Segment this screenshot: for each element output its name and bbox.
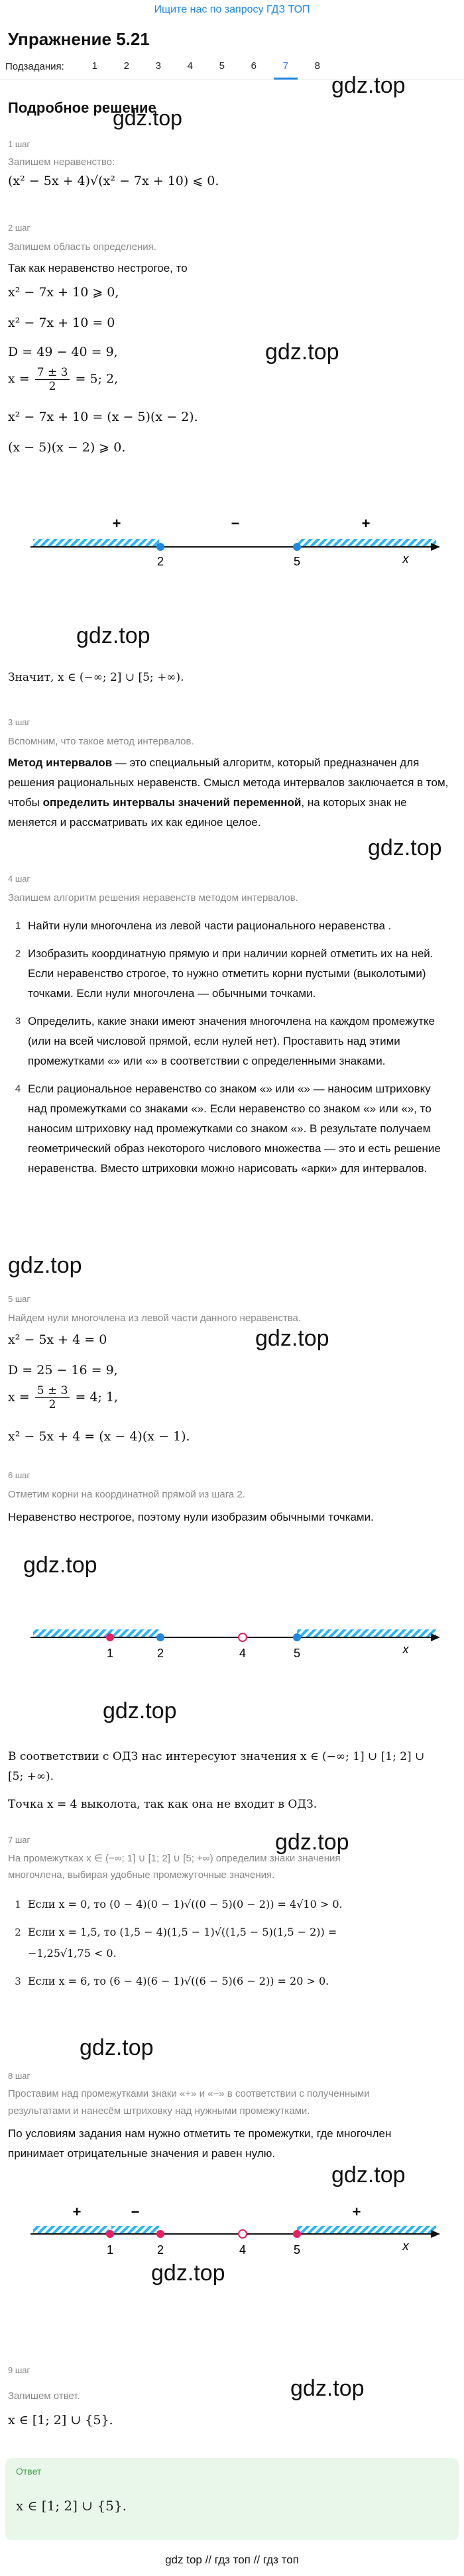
- step-8-label: 8 шаг: [8, 2071, 30, 2081]
- fraction-numerator: 7 ± 3: [35, 366, 70, 380]
- step-5-math-4: x² − 5x + 4 = (x − 4)(x − 1).: [8, 1429, 190, 1444]
- list-text: Если x = 1,5, то (1,5 − 4)(1,5 − 1)√((1,5 − 5)(1,5 − 2)) =: [28, 1926, 337, 1938]
- list-item: [8, 1895, 452, 1914]
- list-text: Найти нули многочлена из левой части рационального неравенства .: [28, 919, 392, 932]
- list-index: 2: [15, 1926, 21, 1938]
- point-label: 2: [156, 555, 164, 568]
- sign-plus: +: [112, 515, 121, 532]
- point-label: 5: [293, 2243, 301, 2256]
- footer-watermark: gdz top // гдз топ // гдз топ: [165, 2553, 299, 2566]
- watermark: gdz.top: [113, 106, 182, 130]
- step-2-math-2: x² − 7x + 10 = 0: [8, 316, 115, 330]
- step-4-label: 4 шаг: [8, 874, 30, 884]
- substeps-label: Подзадания:: [5, 60, 64, 72]
- answer-box: [5, 2458, 459, 2540]
- list-item: [8, 1012, 452, 1071]
- substep-8[interactable]: 8: [314, 60, 320, 72]
- watermark: gdz.top: [368, 835, 442, 860]
- substep-3[interactable]: 3: [155, 60, 161, 72]
- hatched-interval: [33, 1629, 159, 1637]
- list-index-spacer: [8, 1944, 28, 1963]
- step-2-hint: Запишем область определения.: [8, 241, 156, 253]
- sign-plus: +: [72, 2203, 82, 2220]
- axis-label: x: [402, 552, 409, 565]
- step-9-math: x ∈ [1; 2] ∪ {5}.: [8, 2413, 113, 2428]
- number-line-1: [0, 481, 464, 587]
- hatched-interval: [297, 2226, 436, 2234]
- section-title: Подробное решение: [8, 99, 156, 116]
- term-bold: определить интервалы значений переменной: [42, 796, 302, 809]
- step-1-hint: Запишем неравенство:: [8, 156, 115, 168]
- step-2-math-3: D = 49 − 40 = 9,: [8, 345, 118, 359]
- step-7-hint-1: На промежутках x ∈ (−∞; 1] ∪ [1; 2] ∪ [5; +∞) определим знаки значения: [8, 1853, 341, 1864]
- substep-6[interactable]: 6: [251, 60, 257, 72]
- step-8-hint-2: результатами и нанесём штриховку над нужными промежутками.: [8, 2105, 310, 2117]
- hatched-interval: [33, 2226, 109, 2234]
- fraction-numerator: 5 ± 3: [35, 1384, 70, 1398]
- fraction-denominator: 2: [48, 380, 56, 393]
- top-banner[interactable]: Ищите нас по запросу ГДЗ ТОП: [154, 4, 310, 15]
- point-label: 5: [293, 555, 301, 568]
- number-line-3: [0, 2188, 464, 2280]
- hatched-interval: [33, 539, 159, 547]
- step-2-math-6: (x − 5)(x − 2) ⩾ 0.: [8, 440, 126, 455]
- step-6-text: Неравенство нестрогое, поэтому нули изобразим обычными точками.: [8, 1511, 374, 1523]
- step-7-hint-2: многочлена, выбирая удобные промежуточные значения.: [8, 1869, 275, 1881]
- step-6-after-1: В соответствии с ОДЗ нас интересуют значения x ∈ (−∞; 1] ∪ [1; 2] ∪: [8, 1750, 425, 1763]
- list-text: Определить, какие знаки имеют значения многочлена на каждом промежутке (или на всей числовой прямой, если нулей нет). Проставить над этими промежутками «» или «» в соответствии с определенными знаками.: [28, 1015, 435, 1067]
- step-2-math-4-post: = 5; 2,: [75, 371, 119, 386]
- list-item: [8, 1079, 452, 1179]
- substep-5[interactable]: 5: [219, 60, 225, 72]
- open-point: [239, 1633, 247, 1641]
- step-6-label: 6 шаг: [8, 1470, 30, 1480]
- watermark: gdz.top: [23, 1552, 97, 1578]
- point-label: 2: [156, 1647, 164, 1660]
- sign-plus: +: [361, 515, 371, 532]
- point-label: 2: [156, 2243, 164, 2256]
- closed-point: [293, 543, 301, 551]
- open-point: [239, 2230, 247, 2238]
- step-6-after-2: [5; +∞).: [8, 1770, 54, 1783]
- list-text: Если x = 0, то (0 − 4)(0 − 1)√((0 − 5)(0 − 2)) = 4√10 > 0.: [28, 1898, 343, 1910]
- step-6-hint: Отметим корни на координатной прямой из шага 2.: [8, 1489, 245, 1500]
- hatched-interval: [297, 539, 436, 547]
- axis-label: x: [402, 2239, 409, 2253]
- step-2-math-4: [8, 366, 118, 393]
- step-3-text: [8, 753, 452, 833]
- step-1-label: 1 шаг: [8, 139, 30, 149]
- list-item-continuation: [8, 1944, 452, 1963]
- term-bold: Метод интервалов: [8, 756, 113, 769]
- step-9-label: 9 шаг: [8, 2365, 30, 2375]
- list-item: [8, 944, 452, 1004]
- step-2-math-4-pre: x =: [8, 371, 30, 386]
- closed-point: [293, 2230, 301, 2238]
- fraction-denominator: 2: [48, 1398, 56, 1411]
- closed-point: [156, 2230, 164, 2238]
- axis-label: x: [402, 1643, 409, 1656]
- step-8-text-2: принимает отрицательные значения и равен нулю.: [8, 2147, 276, 2160]
- step-2-text: Так как неравенство нестрогое, то: [8, 262, 188, 274]
- answer-label: Ответ: [16, 2466, 42, 2477]
- list-item: [8, 916, 452, 936]
- step-2-fraction: [35, 366, 70, 393]
- point-label: 1: [106, 2243, 114, 2256]
- step-5-math-1: x² − 5x + 4 = 0: [8, 1332, 107, 1347]
- number-line-2: [0, 1598, 464, 1684]
- step-7-label: 7 шаг: [8, 1835, 30, 1845]
- sign-check-list: [8, 1895, 452, 1999]
- hatched-interval: [297, 1629, 436, 1637]
- point-label: 5: [293, 1647, 301, 1660]
- point-label: 1: [106, 1647, 114, 1660]
- step-3-hint: Вспомним, что такое метод интервалов.: [8, 736, 194, 747]
- watermark: gdz.top: [76, 623, 150, 648]
- step-4-hint: Запишем алгоритм решения неравенств методом интервалов.: [8, 892, 298, 904]
- list-index: 1: [15, 1899, 21, 1910]
- substep-4[interactable]: 4: [187, 60, 193, 72]
- list-text: Если рациональное неравенство со знаком «» или «» — наносим штриховку над промежутками со знаками «». Если неравенство со знаком «» или «», то наносим штриховку над промежутками со знаком «». В результате получаем геометрический образ некоторого числового множества — это и есть решение неравенства. Вместо штриховки можно нарисовать «арки» для интервалов.: [28, 1083, 441, 1175]
- step-2-label: 2 шаг: [8, 223, 30, 233]
- watermark: gdz.top: [265, 339, 339, 365]
- watermark: gdz.top: [331, 2162, 406, 2188]
- point-label: 4: [239, 1647, 247, 1660]
- list-index: 3: [15, 1016, 21, 1027]
- watermark: gdz.top: [151, 2260, 225, 2286]
- page-title: Упражнение 5.21: [8, 29, 150, 49]
- answer-math: x ∈ [1; 2] ∪ {5}.: [16, 2498, 127, 2514]
- algorithm-list: [8, 916, 452, 1187]
- list-index: 3: [15, 1975, 21, 1987]
- step-8-text-1: По условиям задания нам нужно отметить те промежутки, где многочлен: [8, 2127, 392, 2140]
- closed-point: [106, 2230, 114, 2238]
- step-9-hint: Запишем ответ.: [8, 2390, 80, 2402]
- step-5-math-3-post: = 4; 1,: [75, 1389, 119, 1405]
- step-1-math: (x² − 5x + 4)√(x² − 7x + 10) ⩽ 0.: [8, 174, 219, 188]
- watermark: gdz.top: [8, 1253, 82, 1278]
- step-5-math-2: D = 25 − 16 = 9,: [8, 1363, 118, 1377]
- watermark: gdz.top: [255, 1326, 329, 1351]
- step-5-label: 5 шаг: [8, 1294, 30, 1304]
- list-item: [8, 1971, 452, 1991]
- step-6-after-3: Точка x = 4 выколота, так как она не входит в ОДЗ.: [8, 1798, 318, 1811]
- step-5-hint: Найдем нули многочлена из левой части данного неравенства.: [8, 1313, 302, 1324]
- step-3-label: 3 шаг: [8, 717, 30, 727]
- list-index: 1: [15, 920, 21, 931]
- list-text: Если x = 6, то (6 − 4)(6 − 1)√((6 − 5)(6 − 2)) = 20 > 0.: [28, 1975, 329, 1987]
- hatched-interval: [111, 2226, 159, 2234]
- step-2-conclusion: Значит, x ∈ (−∞; 2] ∪ [5; +∞).: [8, 671, 184, 684]
- watermark: gdz.top: [80, 2035, 154, 2060]
- watermark: gdz.top: [103, 1698, 177, 1724]
- substep-7[interactable]: 7: [270, 53, 302, 80]
- closed-point: [156, 1633, 164, 1641]
- closed-point: [106, 1633, 114, 1641]
- step-5-fraction: [35, 1384, 70, 1411]
- list-index: 4: [15, 1083, 21, 1094]
- watermark: gdz.top: [331, 73, 406, 98]
- list-text: −1,25√1,75 < 0.: [28, 1947, 117, 1960]
- step-5-math-3-pre: x =: [8, 1389, 30, 1405]
- step-3-part: , на которых знак не меняется и рассматривать их как единое целое.: [8, 796, 407, 829]
- closed-point: [293, 1633, 301, 1641]
- watermark: gdz.top: [290, 2376, 365, 2401]
- sign-minus: −: [231, 515, 240, 532]
- sign-plus: +: [352, 2203, 361, 2220]
- substep-1[interactable]: 1: [91, 60, 97, 72]
- step-5-math-3: [8, 1384, 118, 1411]
- sign-minus: −: [131, 2203, 140, 2220]
- closed-point: [156, 543, 164, 551]
- point-label: 4: [239, 2243, 247, 2256]
- list-index: 2: [15, 948, 21, 959]
- step-8-hint-1: Проставим над промежутками знаки «+» и «−» в соответствии с полученными: [8, 2088, 370, 2099]
- step-2-math-1: x² − 7x + 10 ⩾ 0,: [8, 285, 119, 300]
- step-3-part: — это специальный алгоритм, который предназначен для решения рациональных неравенств. Смысл метода интервалов заключается в том, чтобы: [8, 756, 449, 809]
- list-item: [8, 1922, 452, 1942]
- substep-2[interactable]: 2: [123, 60, 129, 72]
- step-2-math-5: x² − 7x + 10 = (x − 5)(x − 2).: [8, 410, 198, 424]
- list-text: Изобразить координатную прямую и при наличии корней отметить их на ней. Если неравенство строгое, то нужно отметить корни пустыми (выколотыми) точками. Если нули многочлена — обычными точками.: [28, 947, 434, 1000]
- watermark: gdz.top: [275, 1830, 349, 1855]
